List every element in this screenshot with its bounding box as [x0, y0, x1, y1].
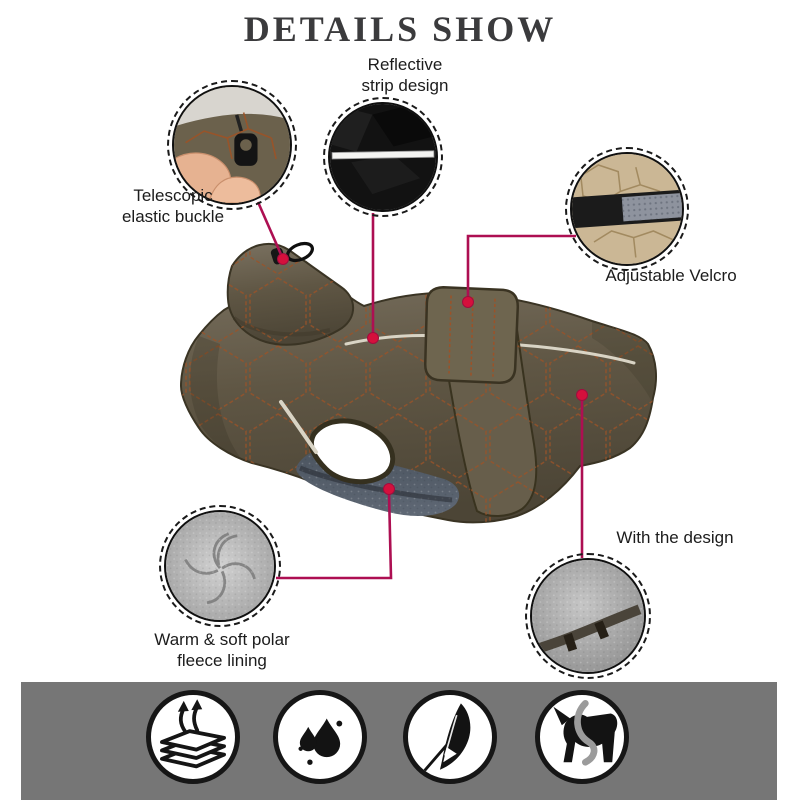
callout-design-photo [525, 553, 651, 679]
breathable-fabric-icon [146, 690, 240, 784]
marker-dot-reflective [368, 333, 379, 344]
callout-velcro-photo [565, 147, 689, 271]
feature-bar [21, 682, 777, 800]
telescopic-buckle-label: Telescopic elastic buckle [121, 186, 225, 226]
reflective-strip-label: Reflective strip design [361, 55, 449, 95]
callout-reflective-photo [323, 97, 443, 217]
callout-fleece-photo [159, 505, 281, 627]
marker-dot-design [577, 390, 588, 401]
with-the-design-label: With the design [616, 528, 734, 547]
marker-dot-fleece [384, 484, 395, 495]
adjustable-velcro-label: Adjustable Velcro [605, 266, 737, 285]
jacket-collar [228, 240, 353, 345]
page-title: DETAILS SHOW [243, 9, 557, 49]
drawstring-loop [285, 240, 315, 264]
marker-dot-velcro [463, 297, 474, 308]
marker-dot-telescopic [278, 254, 289, 265]
dog-harness-icon [535, 690, 629, 784]
feather-lightweight-icon [403, 690, 497, 784]
fleece-lining-label: Warm & soft polar fleece lining [154, 630, 290, 670]
waterproof-drops-icon [273, 690, 367, 784]
